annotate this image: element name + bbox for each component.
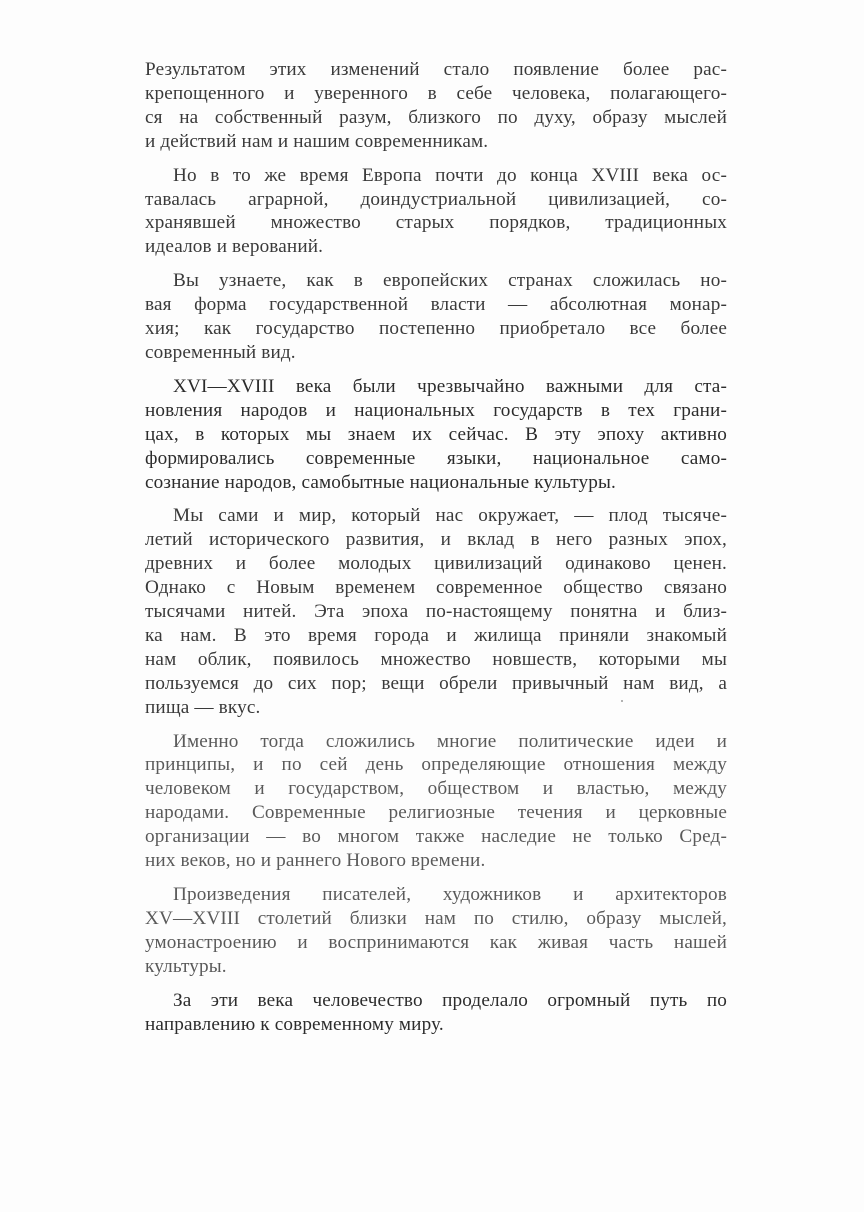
text-line: цах, в которых мы знаем их сейчас. В эту эпоху активно	[145, 423, 727, 445]
text-line: нам облик, появилось множество новшеств, которыми мы	[145, 648, 727, 670]
text-line: направлению к современному миру.	[145, 1013, 444, 1035]
paragraph-2	[145, 164, 727, 260]
text-line: Результатом этих изменений стало появление более рас-	[145, 59, 727, 80]
paragraph-8	[145, 989, 727, 1037]
text-line: древних и более молодых цивилизаций одинаково ценен.	[145, 553, 727, 575]
text-line: пользуемся до сих пор; вещи обрели привычный нам вид, а	[145, 672, 727, 694]
print-speck	[621, 700, 623, 702]
text-line: Произведения писателей, художников и архитекторов	[173, 884, 727, 905]
paragraph-4	[145, 375, 727, 495]
text-line: тысячами нитей. Эта эпоха по-настоящему понятна и близ-	[145, 601, 727, 623]
text-line: Но в то же время Европа почти до конца XVIII века ос-	[173, 164, 727, 186]
text-line: идеалов и верований.	[145, 236, 324, 258]
text-line: XV—XVIII столетий близки нам по стилю, образу мыслей,	[145, 907, 727, 929]
text-line: Вы узнаете, как в европейских странах сложилась но-	[173, 270, 727, 292]
text-line: вая форма государственной власти — абсолютная монар-	[145, 294, 727, 316]
text-line: и действий нам и нашим современникам.	[145, 130, 489, 152]
text-line: крепощенного и уверенного в себе человека, полагающего-	[145, 82, 727, 104]
text-line: тавалась аграрной, доиндустриальной цивилизацией, со-	[145, 188, 727, 210]
page-body-text	[145, 58, 727, 1046]
paragraph-1	[145, 58, 727, 154]
text-line: сознание народов, самобытные национальные культуры.	[145, 471, 616, 493]
text-line: формировались современные языки, национальное само-	[145, 447, 727, 469]
paragraph-3	[145, 269, 727, 365]
text-line: За эти века человечество проделало огромный путь по	[173, 989, 727, 1011]
paragraph-5	[145, 504, 727, 719]
text-line: хранявшей множество старых порядков, традиционных	[145, 212, 727, 234]
text-line: хия; как государство постепенно приобретало все более	[145, 318, 727, 340]
paragraph-7	[145, 883, 727, 979]
text-line: организации — во многом также наследие не только Сред-	[145, 826, 727, 848]
text-line: народами. Современные религиозные течения и церковные	[145, 802, 727, 824]
text-line: летий исторического развития, и вклад в него разных эпох,	[145, 529, 727, 551]
text-line: Именно тогда сложились многие политические идеи и	[173, 730, 727, 752]
text-line: пища — вкус.	[145, 696, 261, 718]
text-line: Однако с Новым временем современное общество связано	[145, 577, 727, 599]
text-line: новления народов и национальных государств в тех грани-	[145, 399, 727, 421]
text-line: умонастроению и воспринимаются как живая часть нашей	[145, 931, 727, 953]
text-line: культуры.	[145, 955, 227, 977]
text-line: современный вид.	[145, 341, 296, 363]
text-line: принципы, и по сей день определяющие отношения между	[145, 754, 727, 776]
text-line: XVI—XVIII века были чрезвычайно важными для ста-	[173, 375, 727, 397]
text-line: них веков, но и раннего Нового времени.	[145, 850, 486, 872]
paragraph-6	[145, 730, 727, 873]
text-line: ка нам. В это время города и жилища приняли знакомый	[145, 624, 727, 646]
text-line: Мы сами и мир, который нас окружает, — плод тысяче-	[173, 505, 727, 527]
text-line: ся на собственный разум, близкого по духу, образу мыслей	[145, 106, 727, 128]
text-line: человеком и государством, обществом и властью, между	[145, 778, 727, 800]
